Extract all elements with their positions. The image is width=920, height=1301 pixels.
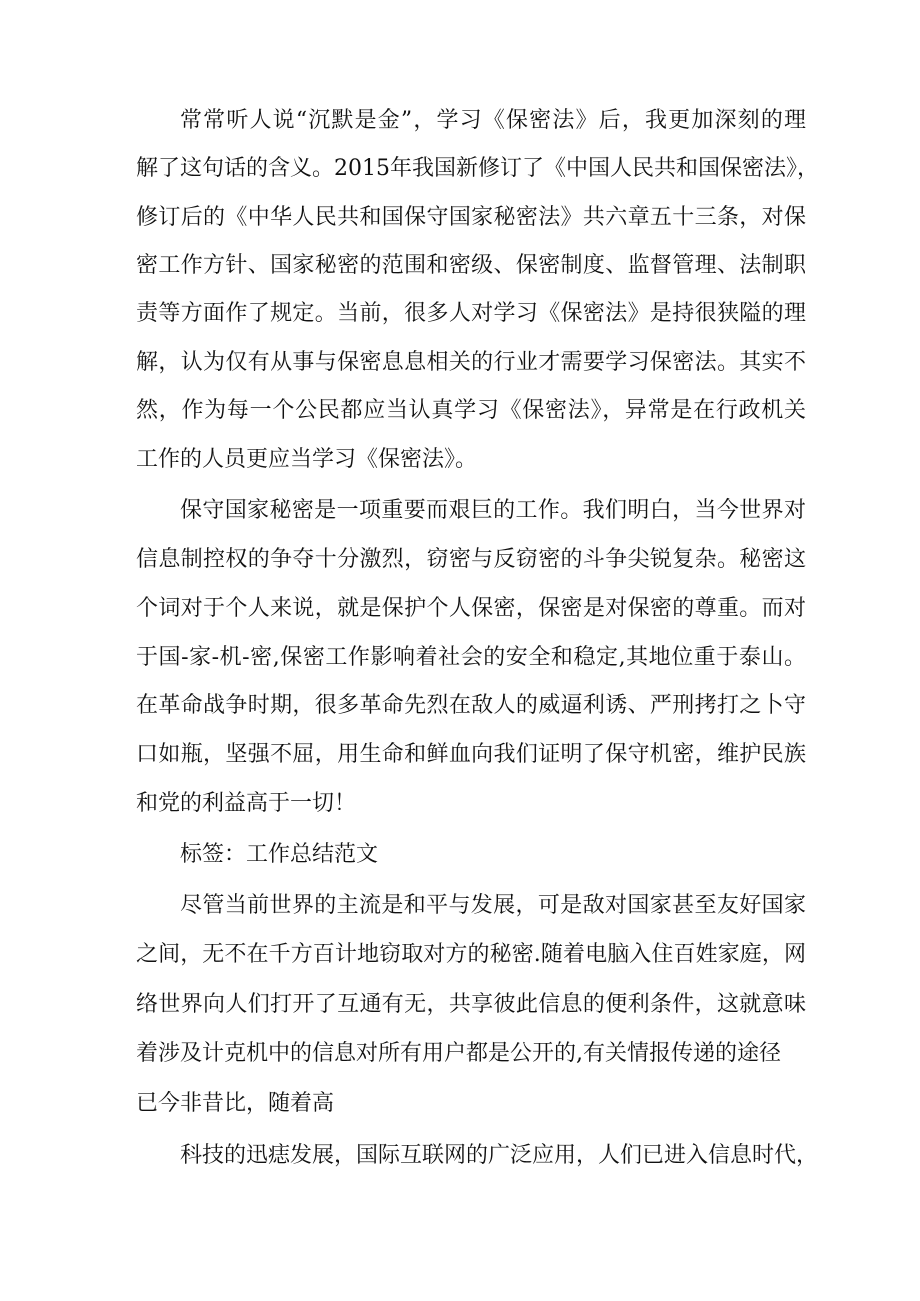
paragraph-3-line-4: 着涉及计克机中的信息对所有用户都是公开的,有关情报传递的途径 [136, 1041, 781, 1066]
paragraph-3-line-5: 已今非昔比，随着高 [136, 1091, 335, 1116]
paragraph-2-line-1: 保守国家秘密是一项重要而艰巨的工作。我们明白，当今世界对 [180, 498, 806, 523]
paragraph-2-line-2: 信息制控权的争夺十分激烈，窃密与反窃密的斗争尖锐复杂。秘密这 [136, 547, 806, 572]
paragraph-2-line-7: 和党的利益高于一切！ [136, 791, 357, 816]
paragraph-1-line-2: 解了这句话的含义。2015年我国新修订了《中国人民共和国保密法》， [136, 156, 819, 181]
paragraph-1-line-1: 常常听人说“沉默是金”，学习《保密法》后，我更加深刻的理 [180, 108, 806, 133]
paragraph-2-line-3: 个词对于个人来说，就是保护个人保密，保密是对保密的尊重。而对 [136, 596, 806, 621]
paragraph-3-line-2: 之间，无不在千方百计地窃取对方的秘密.随着电脑入住百姓家庭，网 [136, 942, 806, 967]
paragraph-1-line-7: 然，作为每一个公民都应当认真学习《保密法》，异常是在行政机关 [136, 398, 806, 423]
tag-line: 标签：工作总结范文 [180, 842, 379, 867]
paragraph-2-line-6: 口如瓶，坚强不屈，用生命和鲜血向我们证明了保守机密，维护民族 [136, 742, 806, 767]
paragraph-4-line-1: 科技的迅痣发展，国际互联网的广泛应用，人们已进入信息时代， [180, 1143, 819, 1168]
paragraph-1-line-5: 责等方面作了规定。当前，很多人对学习《保密法》是持很狭隘的理 [136, 301, 806, 326]
paragraph-1-line-8: 工作的人员更应当学习《保密法》。 [136, 447, 478, 472]
paragraph-1-line-6: 解，认为仅有从事与保密息息相关的行业才需要学习保密法。其实不 [136, 350, 806, 375]
paragraph-3-line-3: 络世界向人们打开了互通有无，共享彼此信息的便利条件，这就意味 [136, 992, 806, 1017]
paragraph-2-line-4: 于国-家-机-密,保密工作影响着社会的安全和稳定,其地位重于泰山。 [136, 645, 806, 670]
paragraph-2-line-5: 在革命战争时期，很多革命先烈在敌人的威逼利诱、严刑拷打之卜守 [136, 693, 806, 718]
paragraph-3-line-1: 尽管当前世界的主流是和平与发展，可是敌对国家甚至友好国家 [180, 893, 806, 918]
paragraph-1-line-3: 修订后的《中华人民共和国保守国家秘密法》共六章五十三条，对保 [136, 205, 806, 230]
paragraph-1-line-4: 密工作方针、国家秘密的范围和密级、保密制度、监督管理、法制职 [136, 253, 806, 278]
